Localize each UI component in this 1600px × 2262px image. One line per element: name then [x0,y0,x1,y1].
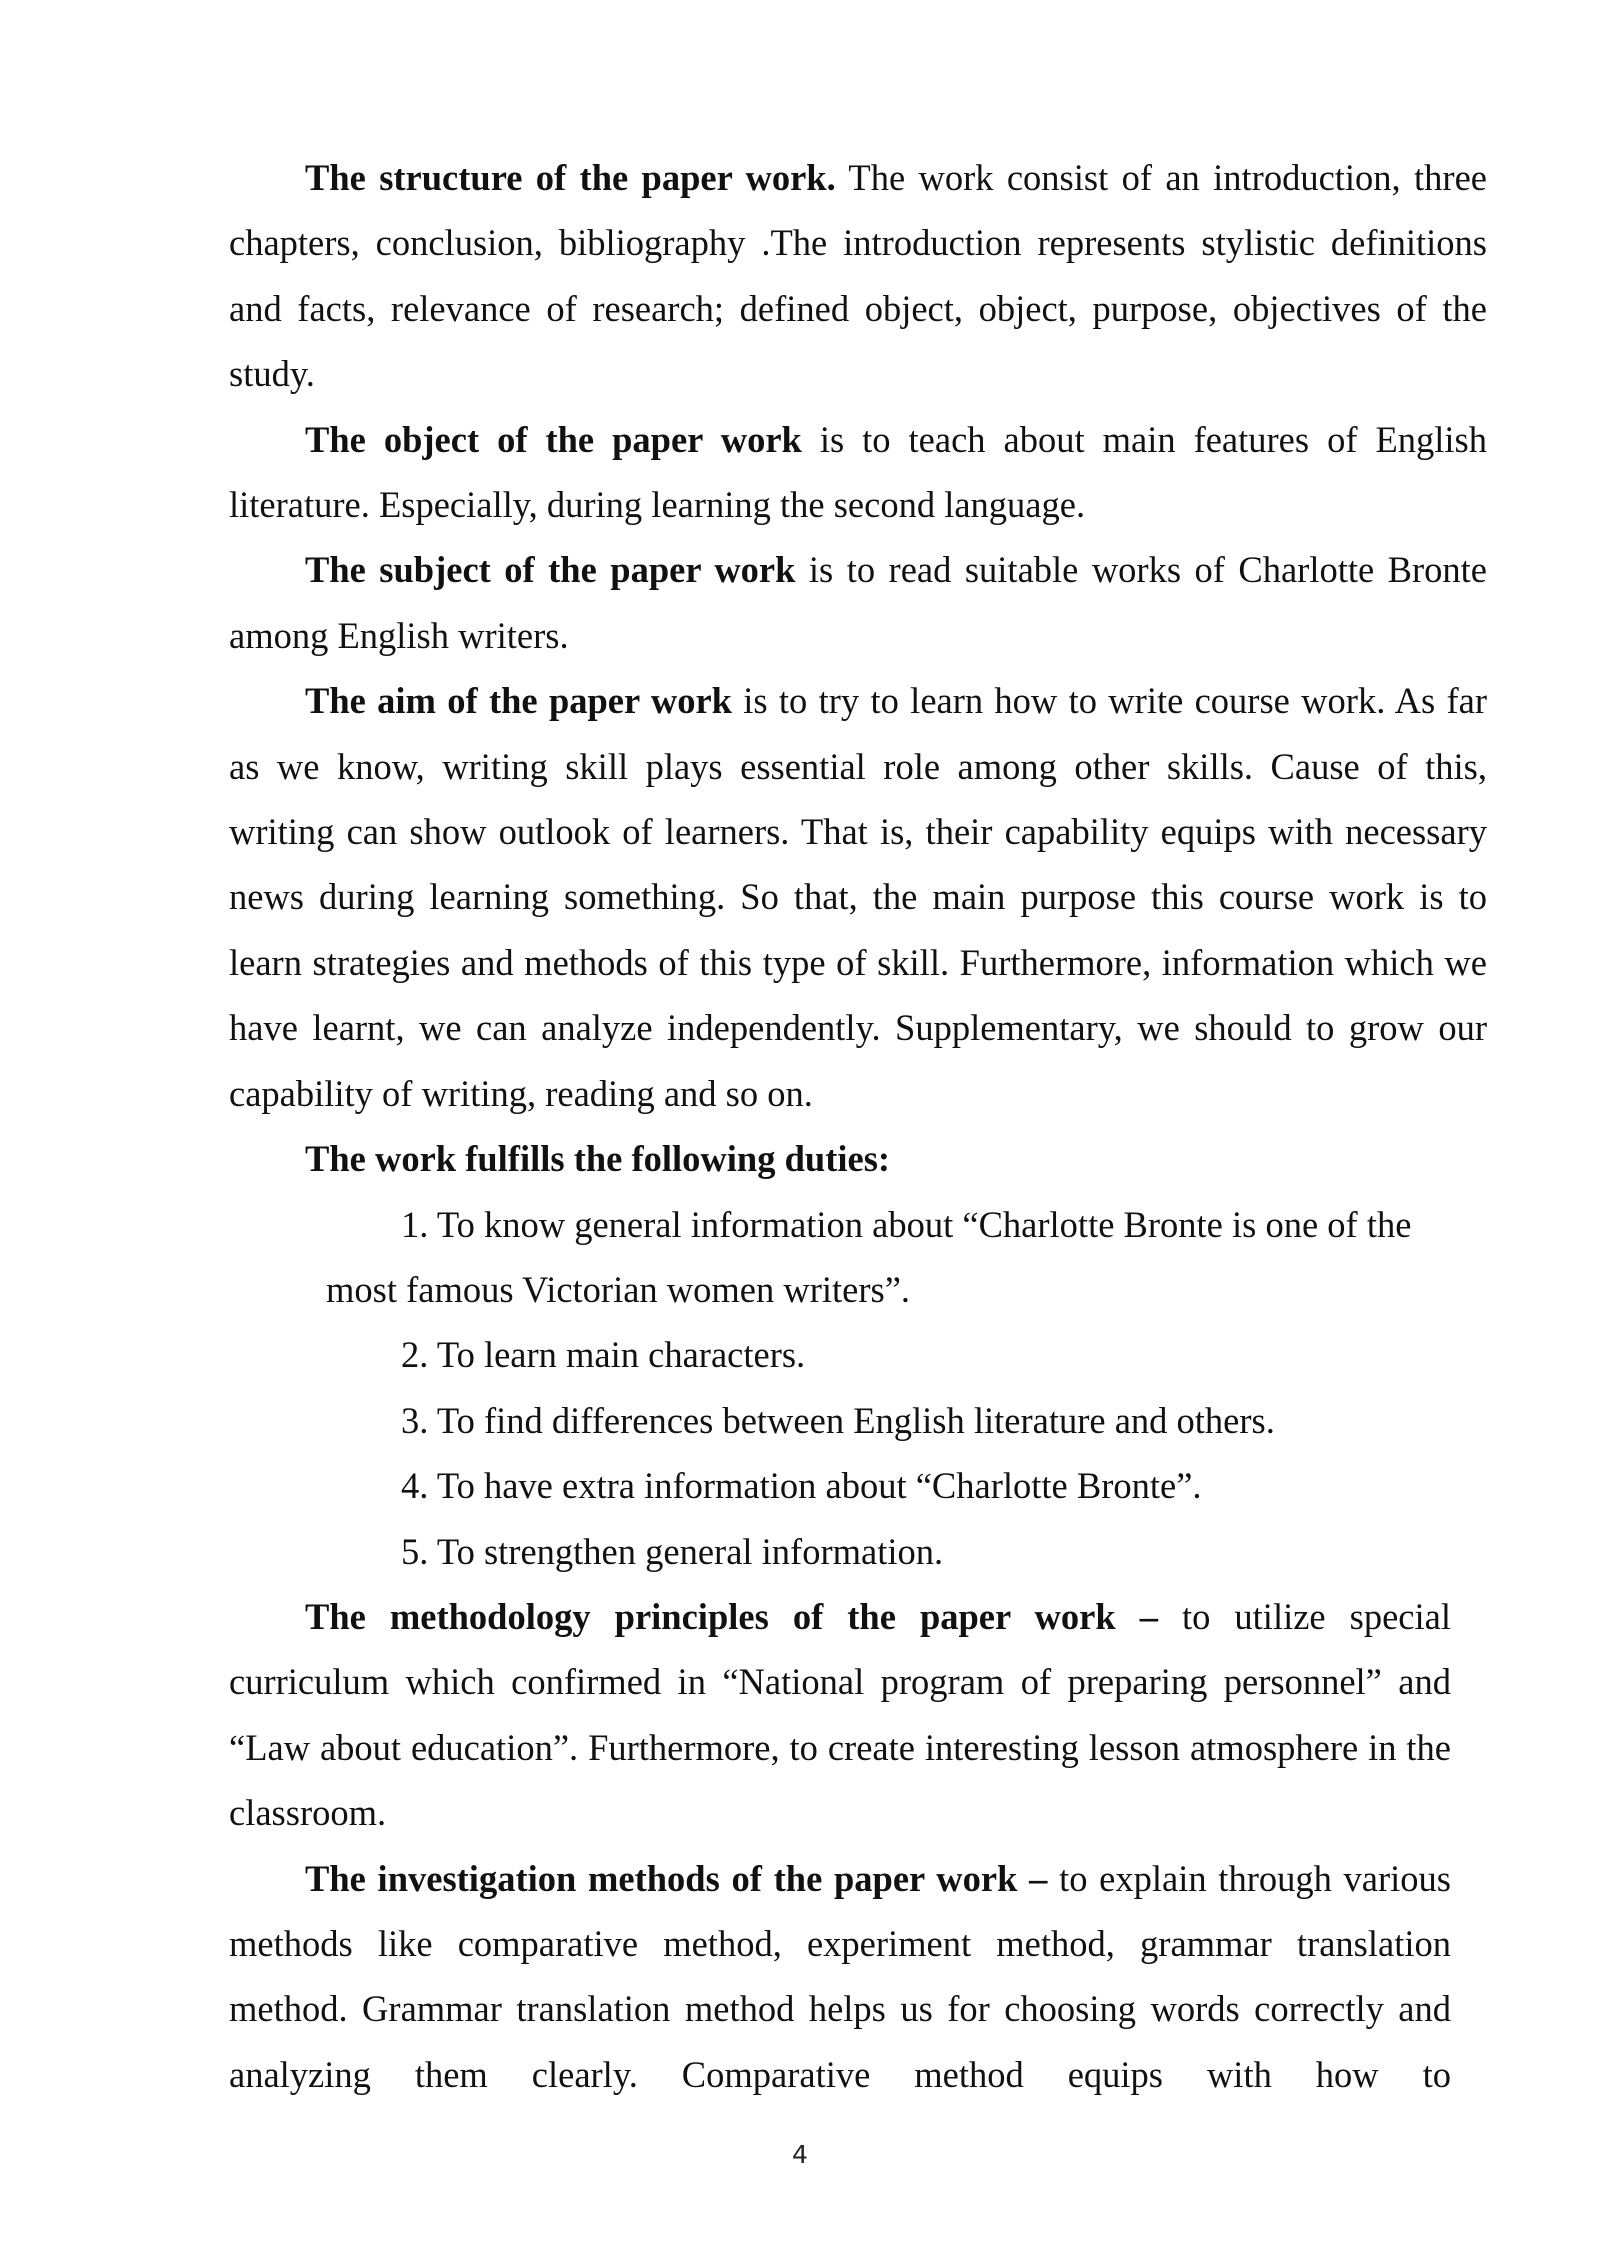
list-item-text: To find differences between English literature and others. [436,1399,1275,1441]
paragraph-heading: The methodology principles of the paper work – [305,1595,1158,1637]
paragraph-text: to explain through various methods like comparative method, experiment method, grammar translation method. Grammar translation method helps us for choosing words correctly and analyzing them clearly. Comparative method equips with how to [229,1857,1452,2095]
list-item-text: To have extra information about “Charlotte Bronte”. [436,1465,1202,1507]
paragraph-heading: The subject of the paper work [305,549,796,591]
paragraph-object [229,407,1487,538]
page-number: 4 [792,2140,808,2169]
paragraph-text: is to try to learn how to write course work. As far as we know, writing skill plays essential role among other skills. Cause of this, writing can show outlook of learners. That is, their capability equips with necessary news during learning something. So that, the main purpose this course work is to learn strategies and methods of this type of skill. Furthermore, information which we have learnt, we can analyze independently. Supplementary, we should to grow our capability of writing, reading and so on. [229,680,1487,1114]
duties-list [229,1192,1487,1584]
paragraph-investigation [229,1846,1451,2108]
list-item-text-continued: most famous Victorian women writers”. [326,1268,911,1310]
paragraph-subject [229,537,1487,668]
duties-heading-text: The work fulfills the following duties: [305,1138,891,1180]
list-item-number: 3. [401,1399,429,1441]
paragraph-heading: The structure of the paper work. [305,157,836,198]
list-item [229,1322,1487,1387]
paragraph-heading: The aim of the paper work [305,680,732,722]
list-item-number: 1. [401,1203,429,1245]
paragraph-text: is to teach about main features of English literature. Especially, during learning the second language. [229,418,1487,526]
page-body [229,145,1487,2107]
list-item-text: To strengthen general information. [436,1530,944,1572]
list-item [229,1192,1487,1323]
list-item-number: 2. [401,1334,429,1376]
list-item-text: To know general information about “Charlotte Bronte is one of the [436,1203,1412,1245]
list-item-number: 4. [401,1465,429,1507]
lower-paragraphs [229,1584,1451,2107]
list-item [229,1453,1487,1518]
paragraph-aim [229,668,1487,1126]
list-item [229,1519,1487,1584]
list-item [229,1388,1487,1453]
paragraph-heading: The object of the paper work [305,418,802,460]
list-item-number: 5. [401,1530,429,1572]
paragraph-text: to utilize special curriculum which confirmed in “National program of preparing personnel” and “Law about education”. Furthermore, to create interesting lesson atmosphere in the classroom. [229,1595,1451,1834]
paragraph-structure [229,145,1487,407]
paragraph-text: The work consist of an introduction, three chapters, conclusion, bibliography .The introduction represents stylistic definitions and facts, relevance of research; defined object, object, purpose, objectives of the study. [229,157,1487,395]
paragraph-methodology [229,1584,1451,1846]
list-item-text: To learn main characters. [436,1334,806,1376]
paragraph-heading: The investigation methods of the paper work – [305,1857,1048,1899]
paragraph-text: is to read suitable works of Charlotte Bronte among English writers. [229,549,1487,656]
duties-heading [229,1126,1487,1191]
